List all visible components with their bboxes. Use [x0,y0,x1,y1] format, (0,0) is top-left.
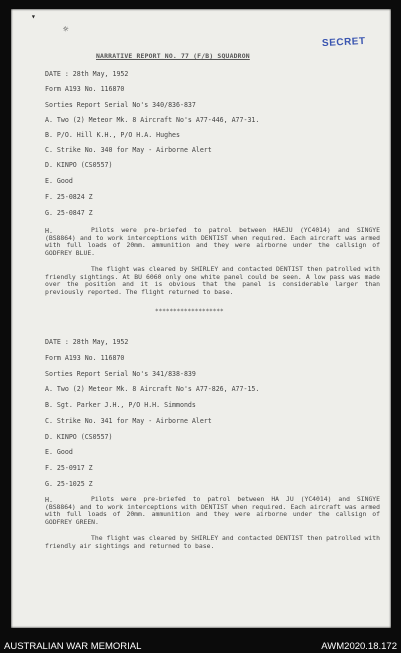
report2-item-c: C. Strike No. 341 for May - Airborne Alert [45,417,212,425]
report2-sorties: Sorties Report Serial No's 341/838-839 [45,370,196,378]
report1-paragraph-2: The flight was cleared by SHIRLEY and contacted DENTIST then patrolled with friendly sightings. At BU 6060 only one white panel could be seen. A low pass was made over the position and it is obvious that the panel is considerable larger than previously reported. The flight returned to base. [45,265,380,296]
report2-form: Form A193 No. 116870 [45,354,125,362]
report2-paragraph-1: Pilots were pre-briefed to patrol between HA JU (YC4014) and SINGYE (BS8864) and to work interceptions with DENTIST when required. Each aircraft was armed with full loads of 20mm. ammunition and they were airborne under the callsign of GODFREY GREEN. [45,495,380,526]
footer-institution: AUSTRALIAN WAR MEMORIAL [4,641,142,652]
report1-item-f: F. 25-0824 Z [45,193,93,201]
report2-item-g: G. 25-1025 Z [45,480,93,488]
report2-item-d: D. KINPO (CS0557) [45,433,113,441]
report1-item-g: G. 25-0847 Z [45,209,93,217]
report1-item-a: A. Two (2) Meteor Mk. 8 Aircraft No's A77-446, A77-31. [45,116,260,124]
section-divider: ******************* [155,308,224,315]
secret-stamp: SECRET [321,35,366,50]
corner-mark: ▾ [31,12,36,21]
report1-item-h-label: H. [45,227,53,235]
report2-item-b: B. Sgt. Parker J.H., P/O H.H. Simmonds [45,401,196,409]
footer-accession-number: AWM2020.18.172 [321,641,397,652]
report1-form: Form A193 No. 116870 [45,85,125,93]
report1-item-b: B. P/O. Hill K.H., P/O H.A. Hughes [45,131,180,139]
report1-paragraph-1: Pilots were pre-briefed to patrol between HAEJU (YC4014) and SINGYE (BS8864) and to work interceptions with DENTIST when required. Each aircraft was armed with full loads of 20mm. ammunition and they were airborne under the callsign of GODFREY BLUE. [45,226,380,257]
report2-item-e: E. Good [45,448,73,456]
report1-sorties: Sorties Report Serial No's 340/836-837 [45,101,196,109]
report2-item-a: A. Two (2) Meteor Mk. 8 Aircraft No's A77-826, A77-15. [45,385,260,393]
report1-item-d: D. KINPO (CS0557) [45,161,113,169]
report1-date: DATE : 28th May, 1952 [45,70,129,78]
pencil-mark-icon: ☼ [63,25,69,35]
report1-item-e: E. Good [45,177,73,185]
report1-item-c: C. Strike No. 340 for May - Airborne Alert [45,146,212,154]
report2-paragraph-2: The flight was cleared by SHIRLEY and contacted DENTIST then patrolled with friendly air sightings and returned to base. [45,534,380,550]
report-title: NARRATIVE REPORT NO. 77 (F/B) SQUADRON [96,52,250,60]
report2-item-f: F. 25-0917 Z [45,464,93,472]
report2-date: DATE : 28th May, 1952 [45,338,129,346]
report2-item-h-label: H. [45,496,53,504]
